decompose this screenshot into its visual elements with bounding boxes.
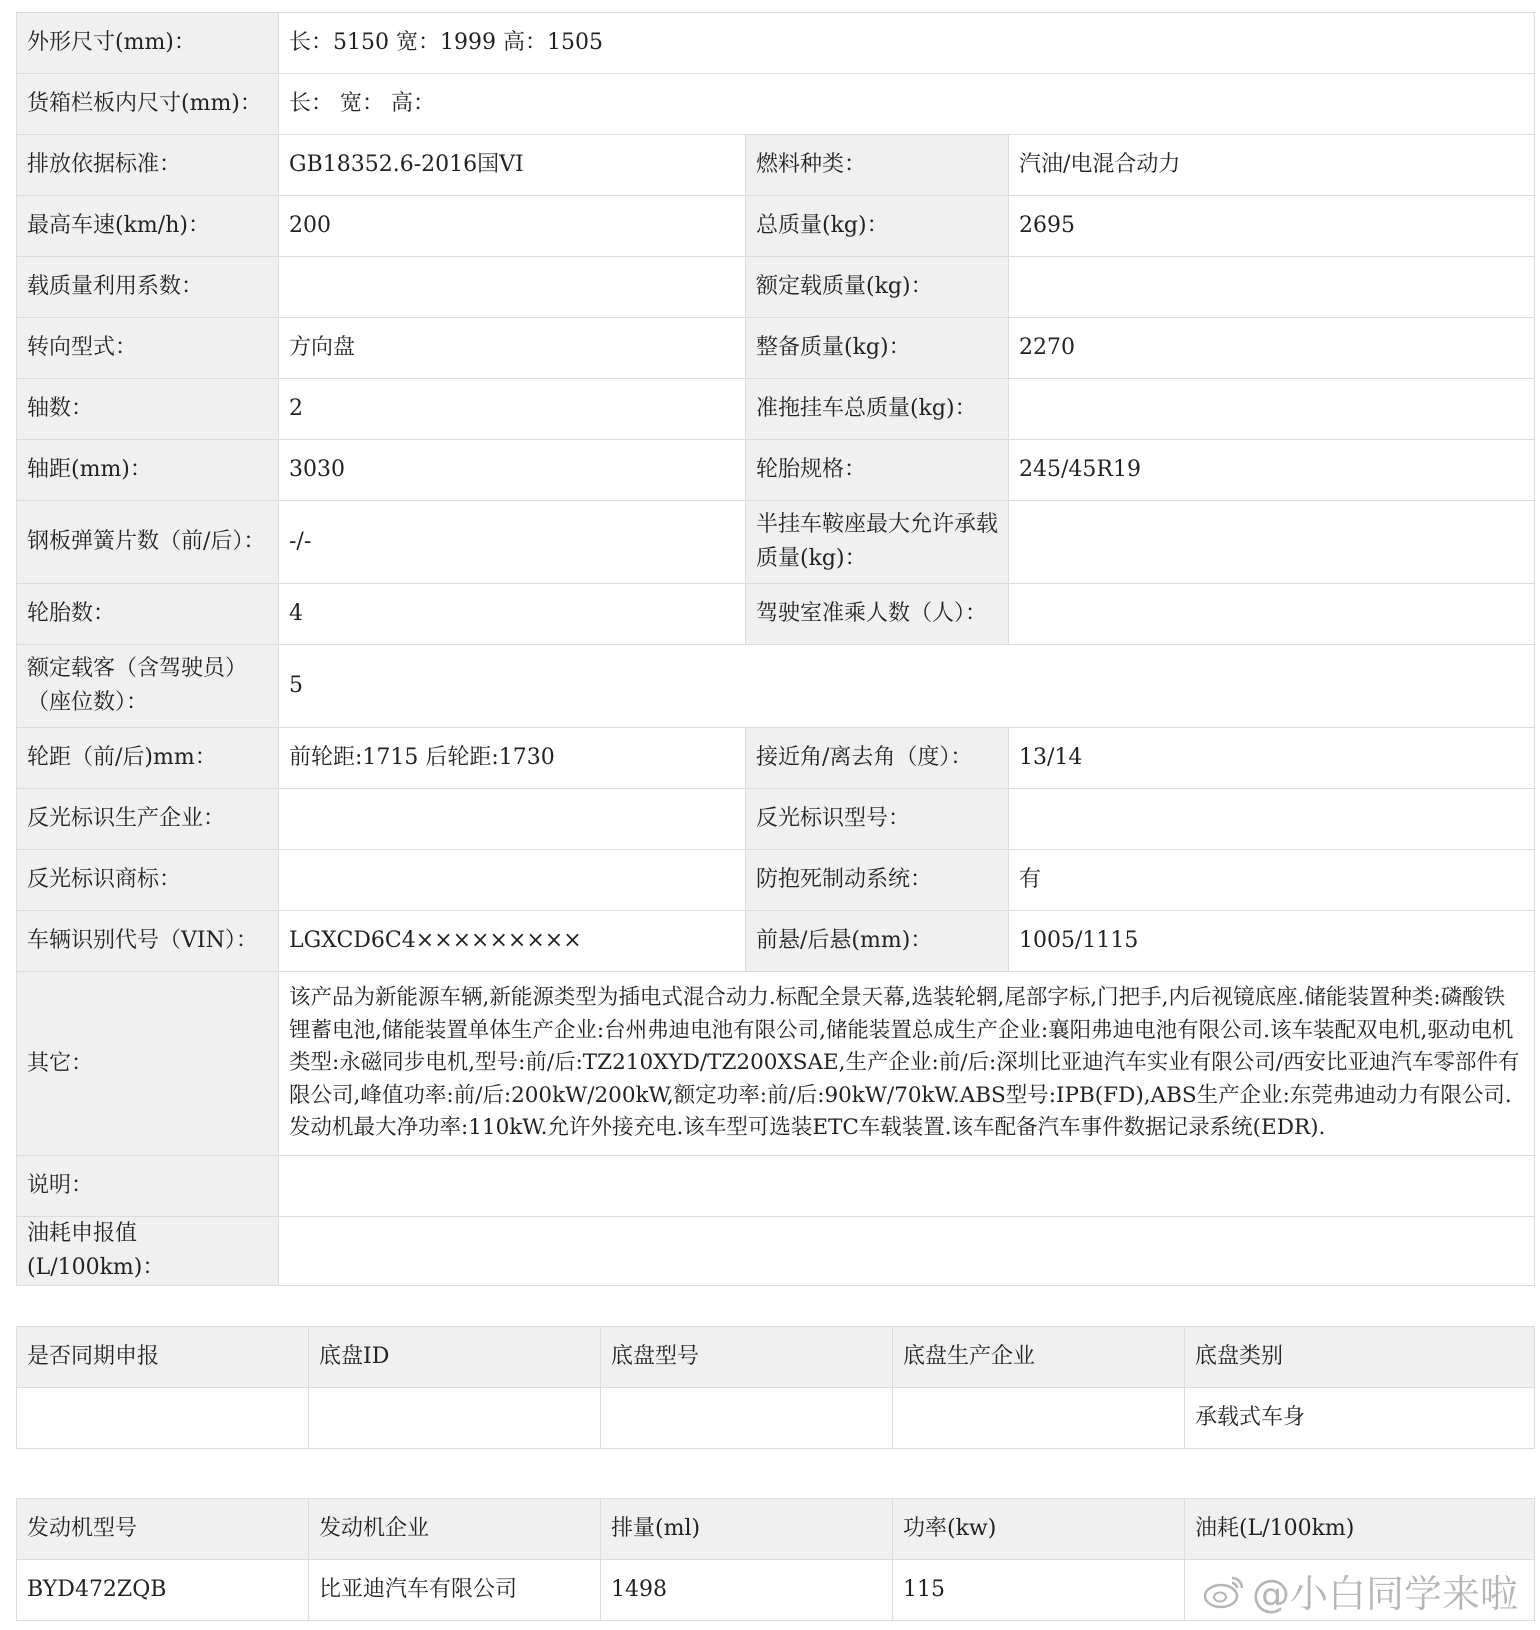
spec-row-speed xyxy=(17,196,1535,257)
emission-value: GB18352.6-2016国VI xyxy=(279,135,746,196)
spec-row-dimensions xyxy=(17,13,1535,74)
spec-row-track xyxy=(17,728,1535,789)
saddle-load-value xyxy=(1009,501,1535,584)
spec-row-wheelbase xyxy=(17,440,1535,501)
trailer-mass-label: 准拖挂车总质量(kg)： xyxy=(746,379,1009,440)
engine-cell: 115 xyxy=(893,1560,1185,1621)
tire-count-label: 轮胎数： xyxy=(17,584,279,645)
saddle-load-label: 半挂车鞍座最大允许承载质量(kg)： xyxy=(746,501,1009,584)
curb-mass-value: 2270 xyxy=(1009,318,1535,379)
engine-header-cell: 油耗(L/100km) xyxy=(1185,1499,1535,1560)
fuel-label: 燃料种类： xyxy=(746,135,1009,196)
vin-value: LGXCD6C4××××××××× xyxy=(279,911,746,972)
fuel-consumption-value xyxy=(279,1217,1535,1286)
engine-cell: BYD472ZQB xyxy=(17,1560,309,1621)
emission-label: 排放依据标准： xyxy=(17,135,279,196)
spec-table xyxy=(16,12,1535,1286)
chassis-header-cell: 底盘生产企业 xyxy=(893,1327,1185,1388)
load-coef-label: 载质量利用系数： xyxy=(17,257,279,318)
cargo-label: 货箱栏板内尺寸(mm)： xyxy=(17,74,279,135)
track-label: 轮距（前/后)mm： xyxy=(17,728,279,789)
weibo-icon xyxy=(1202,1572,1246,1610)
chassis-header-cell: 底盘类别 xyxy=(1185,1327,1535,1388)
note-label: 说明： xyxy=(17,1156,279,1217)
wheelbase-label: 轴距(mm)： xyxy=(17,440,279,501)
dimensions-label: 外形尺寸(mm)： xyxy=(17,13,279,74)
spec-row-steering xyxy=(17,318,1535,379)
total-mass-label: 总质量(kg)： xyxy=(746,196,1009,257)
spec-row-other xyxy=(17,972,1535,1156)
chassis-cell xyxy=(17,1388,309,1449)
engine-header-cell: 排量(ml) xyxy=(601,1499,893,1560)
spec-row-fuel-consumption xyxy=(17,1217,1535,1286)
cab-seats-value xyxy=(1009,584,1535,645)
spec-row-springs xyxy=(17,501,1535,584)
spec-row-reflector-maker xyxy=(17,789,1535,850)
max-speed-label: 最高车速(km/h)： xyxy=(17,196,279,257)
chassis-cell xyxy=(601,1388,893,1449)
load-coef-value xyxy=(279,257,746,318)
abs-value: 有 xyxy=(1009,850,1535,911)
track-value: 前轮距:1715 后轮距:1730 xyxy=(279,728,746,789)
reflector-brand-value xyxy=(279,850,746,911)
chassis-cell xyxy=(309,1388,601,1449)
spec-row-vin xyxy=(17,911,1535,972)
other-value: 该产品为新能源车辆,新能源类型为插电式混合动力.标配全景天幕,选装轮辋,尾部字标,门把手,内后视镜底座.储能装置种类:磷酸铁锂蓄电池,储能装置单体生产企业:台州弗迪电池有限公司,储能装置总成生产企业:襄阳弗迪电池有限公司.该车装配双电机,驱动电机类型:永磁同步电机,型号:前/后:TZ210XYD/TZ200XSAE,生产企业:前/后:深圳比亚迪汽车实业有限公司/西安比亚迪汽车零部件有限公司,峰值功率:前/后:200kW/200kW,额定功率:前/后:90kW/70kW.ABS型号:IPB(FD),ABS生产企业:东莞弗迪动力有限公司.发动机最大净功率:110kW.允许外接充电.该车型可选装ETC车载装置.该车配备汽车事件数据记录系统(EDR). xyxy=(279,972,1535,1156)
other-label: 其它： xyxy=(17,972,279,1156)
wheelbase-value: 3030 xyxy=(279,440,746,501)
reflector-maker-label: 反光标识生产企业： xyxy=(17,789,279,850)
overhang-value: 1005/1115 xyxy=(1009,911,1535,972)
axles-label: 轴数： xyxy=(17,379,279,440)
note-value xyxy=(279,1156,1535,1217)
chassis-header-row xyxy=(17,1327,1535,1388)
overhang-label: 前悬/后悬(mm)： xyxy=(746,911,1009,972)
engine-header-cell: 发动机型号 xyxy=(17,1499,309,1560)
tire-count-value: 4 xyxy=(279,584,746,645)
chassis-table xyxy=(16,1326,1535,1449)
curb-mass-label: 整备质量(kg)： xyxy=(746,318,1009,379)
spec-row-axles xyxy=(17,379,1535,440)
tire-spec-value: 245/45R19 xyxy=(1009,440,1535,501)
angles-value: 13/14 xyxy=(1009,728,1535,789)
rated-load-label: 额定载质量(kg)： xyxy=(746,257,1009,318)
fuel-value: 汽油/电混合动力 xyxy=(1009,135,1535,196)
chassis-header-cell: 底盘ID xyxy=(309,1327,601,1388)
reflector-model-label: 反光标识型号： xyxy=(746,789,1009,850)
spec-row-emission xyxy=(17,135,1535,196)
passengers-value: 5 xyxy=(279,645,1535,728)
dimensions-value: 长：5150 宽：1999 高：1505 xyxy=(279,13,1535,74)
reflector-model-value xyxy=(1009,789,1535,850)
spec-row-cargo xyxy=(17,74,1535,135)
watermark xyxy=(1202,1563,1518,1618)
vin-label: 车辆识别代号（VIN）： xyxy=(17,911,279,972)
rated-load-value xyxy=(1009,257,1535,318)
engine-cell: 1498 xyxy=(601,1560,893,1621)
tire-spec-label: 轮胎规格： xyxy=(746,440,1009,501)
chassis-cell xyxy=(893,1388,1185,1449)
fuel-consumption-label: 油耗申报值(L/100km)： xyxy=(17,1217,279,1286)
chassis-cell: 承载式车身 xyxy=(1185,1388,1535,1449)
reflector-brand-label: 反光标识商标： xyxy=(17,850,279,911)
engine-header-cell: 发动机企业 xyxy=(309,1499,601,1560)
watermark-text: @小白同学来啦 xyxy=(1251,1572,1518,1616)
chassis-header-cell: 是否同期申报 xyxy=(17,1327,309,1388)
spec-row-note xyxy=(17,1156,1535,1217)
engine-cell: 比亚迪汽车有限公司 xyxy=(309,1560,601,1621)
spec-row-tires xyxy=(17,584,1535,645)
chassis-data-row xyxy=(17,1388,1535,1449)
steering-value: 方向盘 xyxy=(279,318,746,379)
abs-label: 防抱死制动系统： xyxy=(746,850,1009,911)
engine-header-cell: 功率(kw) xyxy=(893,1499,1185,1560)
cab-seats-label: 驾驶室准乘人数（人）： xyxy=(746,584,1009,645)
trailer-mass-value xyxy=(1009,379,1535,440)
spec-row-reflector-brand xyxy=(17,850,1535,911)
axles-value: 2 xyxy=(279,379,746,440)
reflector-maker-value xyxy=(279,789,746,850)
total-mass-value: 2695 xyxy=(1009,196,1535,257)
cargo-value: 长： 宽： 高： xyxy=(279,74,1535,135)
leaf-springs-label: 钢板弹簧片数（前/后）： xyxy=(17,501,279,584)
steering-label: 转向型式： xyxy=(17,318,279,379)
engine-header-row xyxy=(17,1499,1535,1560)
spec-row-passengers xyxy=(17,645,1535,728)
leaf-springs-value: -/- xyxy=(279,501,746,584)
passengers-label: 额定载客（含驾驶员）（座位数）： xyxy=(17,645,279,728)
max-speed-value: 200 xyxy=(279,196,746,257)
spec-row-load xyxy=(17,257,1535,318)
chassis-header-cell: 底盘型号 xyxy=(601,1327,893,1388)
angles-label: 接近角/离去角（度）： xyxy=(746,728,1009,789)
